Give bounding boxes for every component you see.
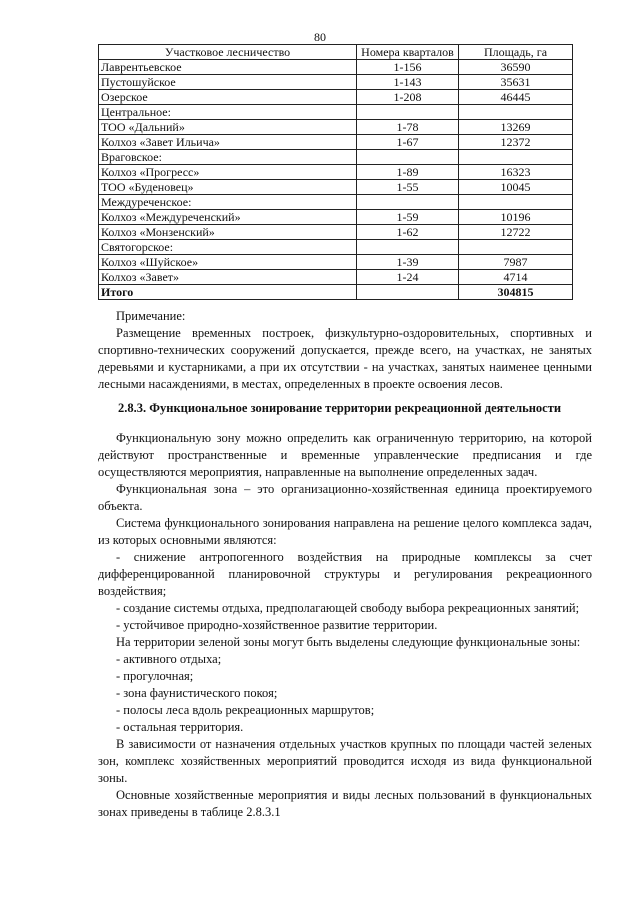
area-cell: 10045 (459, 180, 573, 195)
forestry-name-cell: Святогорское: (99, 240, 357, 255)
table-header-row (99, 45, 573, 60)
table-row (99, 210, 573, 225)
list-item: - полосы леса вдоль рекреационных маршрутов; (116, 703, 375, 717)
column-header: Площадь, га (459, 45, 573, 60)
forestry-name-cell: Враговское: (99, 150, 357, 165)
quarter-numbers-cell: 1-39 (357, 255, 459, 270)
table-row (99, 180, 573, 195)
list-item: - снижение антропогенного воздействия на природные комплексы за счет дифференцированной планировочной структуры и регулирования рекреационного воздействия; (98, 550, 592, 598)
quarter-numbers-cell: 1-78 (357, 120, 459, 135)
area-cell (459, 105, 573, 120)
quarter-numbers-cell (357, 150, 459, 165)
area-cell: 7987 (459, 255, 573, 270)
quarter-numbers-cell: 1-143 (357, 75, 459, 90)
area-cell: 35631 (459, 75, 573, 90)
area-cell: 46445 (459, 90, 573, 105)
table-row (99, 60, 573, 75)
table-row (99, 75, 573, 90)
total-area-cell: 304815 (459, 285, 573, 300)
paragraph: Основные хозяйственные мероприятия и виды лесных пользований в функциональных зонах приведены в таблице 2.8.3.1 (98, 788, 592, 819)
forestry-name-cell: Лаврентьевское (99, 60, 357, 75)
paragraph: Функциональную зону можно определить как ограниченную территорию, на которой действуют пространственные и временные управленческие предписания и где осуществляются мероприятия, направленные на выполнение определенных задач. (98, 431, 592, 479)
table-row (99, 120, 573, 135)
forestry-name-cell: Колхоз «Шуйское» (99, 255, 357, 270)
forestry-name-cell: Междуреченское: (99, 195, 357, 210)
table-row (99, 255, 573, 270)
table-row (99, 225, 573, 240)
area-cell: 12722 (459, 225, 573, 240)
table-row (99, 105, 573, 120)
forestry-name-cell: Колхоз «Монзенский» (99, 225, 357, 240)
section-title: 2.8.3. Функциональное зонирование территории рекреационной деятельности (118, 401, 562, 415)
area-cell: 10196 (459, 210, 573, 225)
quarter-numbers-cell (357, 240, 459, 255)
forestry-table (98, 44, 573, 300)
list-item: - зона фаунистического покоя; (116, 686, 278, 700)
list-item: - остальная территория. (116, 720, 244, 734)
page-number: 80 (314, 30, 326, 44)
table-row (99, 150, 573, 165)
quarter-numbers-cell: 1-89 (357, 165, 459, 180)
quarter-numbers-cell (357, 285, 459, 300)
quarter-numbers-cell: 1-59 (357, 210, 459, 225)
area-cell: 13269 (459, 120, 573, 135)
list-item: - создание системы отдыха, предполагающей свободу выбора рекреационных занятий; (116, 601, 580, 615)
table-row (99, 90, 573, 105)
area-cell: 4714 (459, 270, 573, 285)
quarter-numbers-cell (357, 195, 459, 210)
area-cell: 36590 (459, 60, 573, 75)
quarter-numbers-cell (357, 105, 459, 120)
column-header: Участковое лесничество (99, 45, 357, 60)
forestry-name-cell: Центральное: (99, 105, 357, 120)
list-item: - активного отдыха; (116, 652, 222, 666)
list-item: - устойчивое природно-хозяйственное развитие территории. (116, 618, 438, 632)
forestry-name-cell: Колхоз «Завет Ильича» (99, 135, 357, 150)
quarter-numbers-cell: 1-156 (357, 60, 459, 75)
area-cell: 16323 (459, 165, 573, 180)
note-block (98, 308, 592, 393)
table-row (99, 270, 573, 285)
list-item: - прогулочная; (116, 669, 194, 683)
total-label-cell: Итого (99, 285, 357, 300)
paragraph: В зависимости от назначения отдельных участков крупных по площади частей зеленых зон, комплекс хозяйственных мероприятий проводится исходя из вида функциональной зоны. (98, 737, 592, 785)
area-cell (459, 240, 573, 255)
table-row (99, 240, 573, 255)
forestry-name-cell: Озерское (99, 90, 357, 105)
forestry-name-cell: Колхоз «Завет» (99, 270, 357, 285)
area-cell (459, 195, 573, 210)
quarter-numbers-cell: 1-62 (357, 225, 459, 240)
forestry-name-cell: Колхоз «Междуреченский» (99, 210, 357, 225)
quarter-numbers-cell: 1-208 (357, 90, 459, 105)
note-text: Размещение временных построек, физкультурно-оздоровительных, спортивных и спортивно-технических сооружений допускается, прежде всего, на участках, не занятых деревьями и кустарниками, а при их отсутствии - на участках, занятых наименее ценными лесными насаждениями, в местах, определенных в проекте освоения лесов. (98, 326, 592, 391)
note-label: Примечание: (116, 309, 186, 323)
forestry-name-cell: Пустошуйское (99, 75, 357, 90)
column-header: Номера кварталов (357, 45, 459, 60)
forestry-name-cell: ТОО «Буденовец» (99, 180, 357, 195)
forestry-name-cell: ТОО «Дальний» (99, 120, 357, 135)
table-total-row (99, 285, 573, 300)
table-row (99, 195, 573, 210)
body-text (98, 430, 592, 821)
paragraph: Функциональная зона – это организационно-хозяйственная единица проектируемого объекта. (98, 482, 592, 513)
paragraph: На территории зеленой зоны могут быть выделены следующие функциональные зоны: (116, 635, 581, 649)
table-row (99, 135, 573, 150)
area-cell (459, 150, 573, 165)
quarter-numbers-cell: 1-24 (357, 270, 459, 285)
area-cell: 12372 (459, 135, 573, 150)
paragraph: Система функционального зонирования направлена на решение целого комплекса задач, из которых основными являются: (98, 516, 592, 547)
quarter-numbers-cell: 1-67 (357, 135, 459, 150)
quarter-numbers-cell: 1-55 (357, 180, 459, 195)
table-row (99, 165, 573, 180)
forestry-name-cell: Колхоз «Прогресс» (99, 165, 357, 180)
